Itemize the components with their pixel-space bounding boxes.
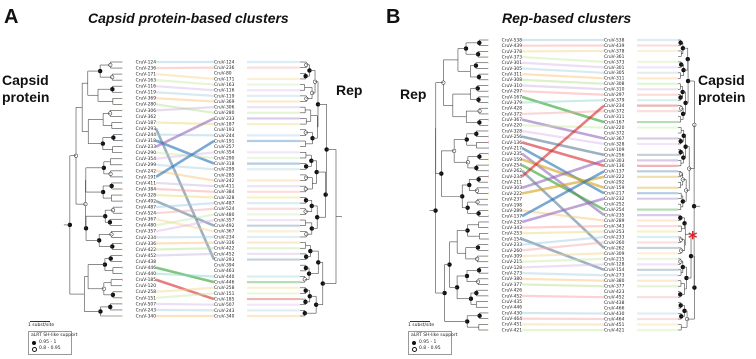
leaf-label-left: CruV-373	[501, 55, 522, 61]
leaf-label-left: CruV-120	[135, 284, 156, 290]
leaf-label-left: CruV-354	[135, 157, 156, 163]
link-line	[522, 259, 604, 262]
leaf-label-right: CruV-311	[604, 115, 625, 121]
leaf-label-left: CruV-293	[135, 126, 156, 132]
leaf-label-left: CruV-253	[501, 231, 522, 237]
link-line	[522, 91, 604, 95]
leaf-label-left: CruV-233	[501, 243, 522, 249]
leaf-label-left: CruV-311	[501, 72, 522, 78]
leaf-label-left: CruV-220	[501, 123, 522, 129]
leaf-label-left: CruV-237	[501, 197, 522, 203]
leaf-label-left: CruV-357	[135, 229, 156, 235]
panel-a-left-label-line1: Capsid	[2, 72, 49, 88]
leaf-label-right: CruV-220	[604, 125, 625, 131]
leaf-label-right: CruV-430	[604, 311, 625, 317]
leaf-label-left: CruV-187	[135, 120, 156, 126]
leaf-label-left: CruV-309	[501, 254, 522, 260]
leaf-label-left: CruV-426	[501, 288, 522, 294]
leaf-label-left: CruV-254	[501, 163, 522, 169]
leaf-label-right: CruV-258	[214, 286, 235, 292]
panel-b-tanglegram	[378, 0, 756, 359]
leaf-label-left: CruV-446	[135, 266, 156, 272]
leaf-label-left: CruV-428	[501, 106, 522, 112]
panel-b-legend-title: aLRT SH-like support	[411, 333, 458, 338]
leaf-label-right: CruV-254	[604, 208, 625, 214]
link-line	[156, 254, 214, 256]
panel-b-letter: B	[386, 6, 401, 28]
leaf-label-right: CruV-336	[214, 241, 235, 247]
leaf-label-right: CruV-217	[604, 191, 625, 197]
leaf-label-left: CruV-211	[501, 180, 522, 186]
leaf-label-right: CruV-452	[604, 295, 625, 301]
leaf-label-left: CruV-411	[135, 181, 156, 187]
panel-a-scale-label: 1 subst/site	[28, 323, 55, 328]
link-line	[522, 80, 604, 84]
leaf-label-right: CruV-524	[214, 207, 235, 213]
link-line	[522, 68, 604, 72]
leaf-label-left: CruV-487	[135, 205, 156, 211]
tree-group	[300, 62, 342, 316]
leaf-label-left: CruV-451	[501, 322, 522, 328]
leaf-label-left: CruV-435	[501, 299, 522, 305]
leaf-label-right: CruV-421	[604, 328, 625, 334]
leaf-label-right: CruV-466	[604, 306, 625, 312]
leaf-label-right: CruV-328	[214, 195, 235, 201]
leaf-label-left: CruV-305	[501, 66, 522, 72]
leaf-label-left: CruV-163	[135, 78, 156, 84]
leaf-label-right: CruV-422	[214, 246, 235, 252]
leaf-label-right: CruV-193	[214, 128, 235, 134]
panel-a-letter: A	[4, 6, 19, 28]
leaf-label-left: CruV-191	[135, 175, 156, 181]
leaf-label-left: CruV-234	[135, 235, 156, 241]
leaf-label-left: CruV-262	[501, 169, 522, 175]
leaf-label-left: CruV-151	[135, 296, 156, 302]
link-line	[522, 273, 604, 275]
leaf-label-right: CruV-492	[214, 224, 235, 230]
leaf-label-right: CruV-538	[604, 38, 625, 44]
open-circle-icon	[32, 347, 37, 352]
leaf-label-left: CruV-384	[135, 187, 156, 193]
leaf-label-left: CruV-318	[135, 139, 156, 145]
leaf-label-right: CruV-357	[214, 218, 235, 224]
leaf-label-left: CruV-260	[501, 248, 522, 254]
leaf-label-right: CruV-299	[214, 167, 235, 173]
leaf-label-right: CruV-507	[214, 303, 235, 309]
leaf-label-left: CruV-524	[135, 211, 156, 217]
link-line	[156, 129, 214, 260]
leaf-label-right: CruV-423	[604, 290, 625, 296]
panel-b-right-label-line1: Capsid	[698, 72, 745, 88]
leaf-label-right: CruV-394	[214, 263, 235, 269]
leaf-label-right: CruV-233	[604, 235, 625, 241]
link-line	[156, 86, 214, 90]
leaf-label-right: CruV-452	[214, 252, 235, 258]
open-circle-icon	[412, 347, 417, 352]
leaf-label-right: CruV-343	[604, 224, 625, 230]
link-line	[156, 243, 214, 244]
leaf-label-right: CruV-124	[214, 60, 235, 66]
leaf-label-left: CruV-538	[501, 38, 522, 44]
leaf-label-left: CruV-421	[501, 328, 522, 334]
leaf-label-left: CruV-171	[135, 72, 156, 78]
link-line	[522, 111, 604, 114]
leaf-label-right: CruV-262	[604, 246, 625, 252]
link-line	[522, 120, 604, 139]
leaf-label-left: CruV-273	[501, 271, 522, 277]
leaf-label-left: CruV-507	[135, 302, 156, 308]
filled-circle-icon	[32, 341, 36, 345]
leaf-label-left: CruV-217	[501, 146, 522, 152]
tree-group	[678, 40, 700, 330]
leaf-label-left: CruV-310	[501, 83, 522, 89]
panel-a-legend	[28, 331, 78, 355]
panel-b-left-label: Rep	[400, 86, 427, 102]
leaf-label-left: CruV-379	[501, 100, 522, 106]
leaf-label-right: CruV-222	[604, 175, 625, 181]
leaf-label-right: CruV-451	[604, 322, 625, 328]
leaf-label-right: CruV-354	[214, 150, 235, 156]
leaf-label-right: CruV-380	[604, 279, 625, 285]
leaf-label-left: CruV-185	[135, 278, 156, 284]
leaf-label-right: CruV-260	[604, 240, 625, 246]
panel-b-legend	[408, 331, 458, 355]
link-line	[522, 63, 604, 68]
leaf-label-right: CruV-464	[604, 317, 625, 323]
link-line	[156, 165, 214, 169]
link-line	[522, 232, 604, 234]
link-line	[156, 183, 214, 186]
leaf-label-left: CruV-430	[501, 311, 522, 317]
leaf-label-right: CruV-439	[604, 43, 625, 49]
leaf-label-right: CruV-191	[214, 139, 235, 145]
panel-b-legend-open: 0.8 - 0.95	[419, 346, 441, 351]
leaf-label-right: CruV-373	[604, 60, 625, 66]
leaf-label-left: CruV-422	[135, 247, 156, 253]
leaf-label-right: CruV-438	[604, 301, 625, 307]
leaf-label-right: CruV-340	[214, 314, 235, 320]
leaf-label-right: CruV-187	[214, 122, 235, 128]
highlight-star: *	[688, 228, 698, 249]
leaf-label-left: CruV-378	[501, 49, 522, 55]
leaf-label-left: CruV-167	[501, 95, 522, 101]
tree-group	[64, 62, 122, 316]
link-line	[522, 313, 604, 314]
leaf-label-left: CruV-438	[135, 259, 156, 265]
leaf-label-left: CruV-124	[135, 60, 156, 66]
leaf-label-left: CruV-362	[135, 114, 156, 120]
panel-b-scale-bar	[410, 321, 430, 322]
leaf-label-right: CruV-318	[214, 162, 235, 167]
leaf-label-right: CruV-311	[604, 76, 625, 82]
leaf-label-right: CruV-310	[604, 87, 625, 93]
link-line	[522, 285, 604, 287]
leaf-label-left: CruV-328	[135, 193, 156, 199]
leaf-label-left: CruV-306	[135, 108, 156, 114]
leaf-label-left: CruV-380	[501, 277, 522, 283]
leaf-label-right: CruV-244	[214, 133, 235, 139]
leaf-label-left: CruV-159	[501, 157, 522, 163]
leaf-label-left: CruV-137	[501, 214, 522, 220]
leaf-label-right: CruV-372	[604, 131, 625, 137]
leaf-label-right: CruV-301	[604, 65, 625, 71]
leaf-label-right: CruV-171	[214, 77, 235, 83]
leaf-label-left: CruV-242	[135, 169, 156, 175]
leaf-label-right: CruV-309	[604, 251, 625, 257]
link-line	[156, 274, 214, 277]
link-line	[522, 85, 604, 89]
leaf-label-right: CruV-280	[214, 111, 235, 117]
leaf-label-right: CruV-367	[604, 136, 625, 142]
leaf-label-left: CruV-289	[501, 208, 522, 214]
leaf-label-right: CruV-440	[214, 274, 235, 280]
leaf-label-left: CruV-235	[501, 152, 522, 158]
leaf-label-left: CruV-119	[135, 90, 156, 96]
leaf-label-right: CruV-379	[604, 98, 625, 104]
link-line	[156, 135, 214, 136]
leaf-label-left: CruV-308	[501, 78, 522, 84]
panel-a-legend-open: 0.8 - 0.95	[39, 346, 61, 351]
leaf-label-left: CruV-290	[135, 151, 156, 157]
leaf-label-right: CruV-293	[214, 257, 235, 263]
leaf-label-right: CruV-167	[604, 120, 625, 126]
leaf-label-right: CruV-378	[604, 49, 625, 55]
leaf-label-left: CruV-480	[135, 223, 156, 229]
leaf-label-right: CruV-80	[214, 71, 232, 77]
leaf-label-right: CruV-215	[604, 257, 625, 263]
link-line	[156, 92, 214, 96]
leaf-label-left: CruV-232	[501, 220, 522, 226]
leaf-label-left: CruV-299	[135, 163, 156, 169]
leaf-label-right: CruV-137	[604, 169, 625, 175]
leaf-label-left: CruV-369	[135, 96, 156, 102]
leaf-label-right: CruV-463	[214, 269, 235, 275]
leaf-label-right: CruV-128	[604, 262, 625, 268]
leaf-label-left: CruV-336	[135, 241, 156, 247]
leaf-label-right: CruV-154	[604, 268, 625, 274]
leaf-label-right: CruV-151	[214, 291, 235, 297]
leaf-label-right: CruV-308	[604, 82, 625, 88]
leaf-label-left: CruV-446	[501, 305, 522, 311]
leaf-label-left: CruV-464	[501, 317, 522, 323]
leaf-label-right: CruV-116	[214, 88, 235, 94]
leaf-label-left: CruV-116	[135, 84, 156, 90]
leaf-label-left: CruV-136	[501, 140, 522, 146]
leaf-label-right: CruV-253	[604, 229, 625, 235]
leaf-label-right: CruV-136	[604, 164, 625, 170]
leaf-label-right: CruV-328	[604, 142, 625, 148]
leaf-label-left: CruV-244	[135, 132, 156, 138]
leaf-label-left: CruV-215	[501, 260, 522, 266]
panel-b-legend-filled: 0.95 - 1	[419, 340, 437, 345]
link-line	[522, 57, 604, 62]
leaf-label-right: CruV-292	[604, 180, 625, 186]
leaf-label-left: CruV-372	[501, 112, 522, 118]
panel-a-legend-filled: 0.95 - 1	[39, 340, 57, 345]
leaf-label-right: CruV-242	[214, 178, 235, 184]
leaf-label-left: CruV-256	[501, 135, 522, 141]
leaf-label-left: CruV-233	[135, 145, 156, 151]
panel-a-legend-title: aLRT SH-like support	[31, 333, 78, 338]
leaf-label-left: CruV-492	[135, 199, 156, 205]
leaf-label-right: CruV-235	[604, 213, 625, 219]
leaf-label-right: CruV-361	[604, 54, 625, 60]
leaf-label-left: CruV-280	[135, 102, 156, 108]
leaf-label-left: CruV-303	[501, 186, 522, 192]
leaf-label-right: CruV-109	[604, 147, 625, 153]
leaf-label-right: CruV-163	[214, 82, 235, 88]
leaf-label-right: CruV-119	[214, 94, 235, 100]
link-line	[156, 195, 214, 197]
leaf-label-left: CruV-198	[501, 203, 522, 209]
panel-b-title: Rep-based clusters	[502, 10, 632, 26]
link-line	[522, 296, 604, 297]
leaf-label-right: CruV-411	[214, 184, 235, 190]
leaf-label-right: CruV-377	[604, 284, 625, 290]
leaf-label-right: CruV-369	[214, 99, 235, 105]
leaf-label-right: CruV-273	[604, 273, 625, 279]
leaf-label-left: CruV-236	[135, 66, 156, 72]
leaf-label-left: CruV-154	[501, 237, 522, 243]
leaf-label-left: CruV-222	[501, 191, 522, 197]
tree-group	[430, 40, 488, 330]
link-line	[156, 80, 214, 84]
leaf-label-right: CruV-305	[604, 71, 625, 77]
leaf-label-left: CruV-452	[135, 253, 156, 259]
link-line	[522, 279, 604, 281]
leaf-label-right: CruV-306	[214, 105, 235, 111]
link-line	[156, 304, 214, 305]
link-line	[522, 264, 604, 267]
leaf-label-right: CruV-234	[214, 235, 235, 241]
leaf-label-right: CruV-384	[214, 190, 235, 196]
panel-a-scale-bar	[30, 321, 50, 322]
leaf-label-right: CruV-289	[604, 218, 625, 224]
link-line	[156, 214, 214, 225]
link-line	[522, 125, 604, 127]
leaf-label-right: CruV-480	[214, 212, 235, 218]
leaf-label-right: CruV-233	[214, 116, 235, 122]
leaf-label-right: CruV-236	[214, 66, 235, 72]
leaf-label-right: CruV-252	[604, 202, 625, 208]
link-line	[522, 74, 604, 78]
panel-b-right-label-line2: protein	[698, 89, 746, 105]
leaf-label-right: CruV-159	[604, 186, 625, 192]
leaf-label-left: CruV-440	[135, 272, 156, 278]
leaf-label-right: CruV-256	[604, 153, 625, 159]
leaf-label-left: CruV-377	[501, 282, 522, 288]
link-line	[156, 248, 214, 249]
panel-b-scale-label: 1 subst/site	[408, 323, 435, 328]
leaf-label-right: CruV-285	[214, 173, 235, 179]
filled-circle-icon	[412, 341, 416, 345]
leaf-label-right: CruV-243	[214, 308, 235, 314]
leaf-label-left: CruV-234	[501, 174, 522, 180]
panel-a-left-label-line2: protein	[2, 89, 50, 105]
leaf-label-left: CruV-243	[135, 308, 156, 314]
leaf-label-left: CruV-328	[501, 129, 522, 135]
leaf-label-left: CruV-452	[501, 294, 522, 300]
leaf-label-left: CruV-340	[135, 314, 156, 320]
leaf-label-left: CruV-367	[501, 118, 522, 124]
panel-a-title: Capsid protein-based clusters	[88, 10, 289, 26]
leaf-label-right: CruV-487	[214, 201, 235, 207]
link-line	[156, 98, 214, 101]
leaf-label-left: CruV-367	[135, 217, 156, 223]
link-line	[156, 189, 214, 192]
leaf-label-right: CruV-367	[214, 229, 235, 235]
leaf-label-left: CruV-258	[135, 290, 156, 296]
leaf-label-right: CruV-297	[604, 93, 625, 99]
leaf-label-right: CruV-290	[214, 156, 235, 162]
leaf-label-right: CruV-372	[604, 109, 625, 115]
leaf-label-left: CruV-301	[501, 61, 522, 67]
panel-a-right-label: Rep	[336, 82, 363, 98]
leaf-label-left: CruV-439	[501, 44, 522, 50]
leaf-label-right: CruV-257	[214, 145, 235, 151]
link-line	[156, 74, 214, 79]
leaf-label-left: CruV-297	[501, 89, 522, 95]
leaf-label-right: CruV-303	[604, 158, 625, 164]
leaf-label-right: CruV-234	[604, 104, 625, 110]
link-line	[522, 253, 604, 256]
link-line	[522, 226, 604, 228]
leaf-label-right: CruV-185	[214, 297, 235, 303]
leaf-label-right: CruV-446	[214, 280, 235, 286]
leaf-label-left: CruV-343	[501, 226, 522, 232]
leaf-label-right: CruV-232	[604, 197, 625, 203]
leaf-label-left: CruV-128	[501, 265, 522, 271]
